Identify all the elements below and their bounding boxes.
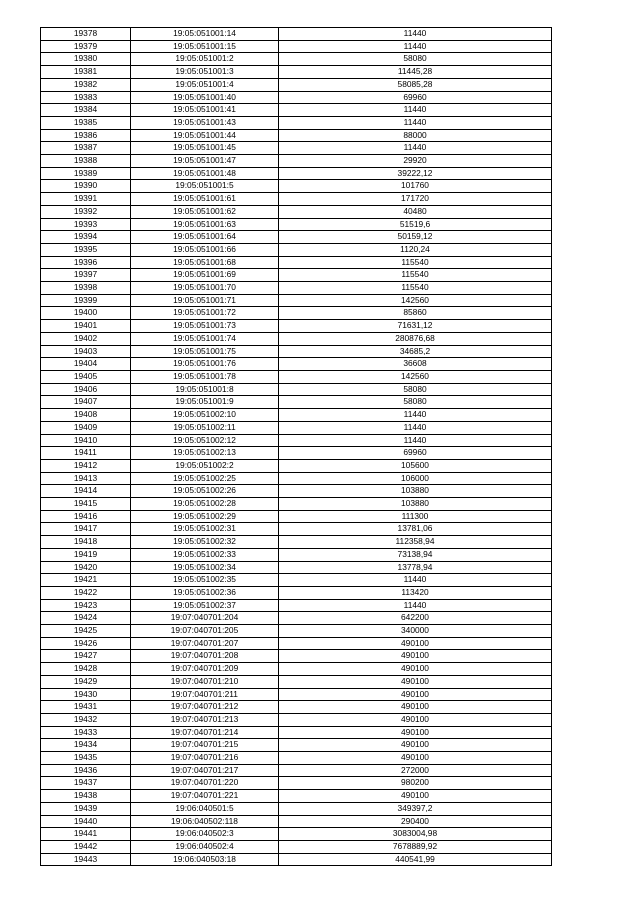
cadastral-number-cell: 19:05:051001:4	[131, 78, 279, 91]
value-cell: 349397,2	[279, 802, 552, 815]
row-number-cell: 19387	[41, 142, 131, 155]
row-number-cell: 19418	[41, 536, 131, 549]
table-row	[41, 307, 552, 320]
value-cell: 115540	[279, 256, 552, 269]
row-number-cell: 19383	[41, 91, 131, 104]
cadastral-number-cell: 19:05:051001:71	[131, 294, 279, 307]
row-number-cell: 19428	[41, 663, 131, 676]
value-cell: 39222,12	[279, 167, 552, 180]
value-cell: 85860	[279, 307, 552, 320]
value-cell: 11440	[279, 40, 552, 53]
table-row	[41, 116, 552, 129]
row-number-cell: 19413	[41, 472, 131, 485]
cadastral-number-cell: 19:07:040701:215	[131, 739, 279, 752]
cadastral-number-cell: 19:07:040701:211	[131, 688, 279, 701]
value-cell: 71631,12	[279, 320, 552, 333]
cadastral-number-cell: 19:05:051002:35	[131, 574, 279, 587]
table-row	[41, 828, 552, 841]
cadastral-number-cell: 19:05:051001:74	[131, 332, 279, 345]
value-cell: 340000	[279, 625, 552, 638]
table-row	[41, 498, 552, 511]
table-row	[41, 739, 552, 752]
value-cell: 142560	[279, 370, 552, 383]
table-row	[41, 320, 552, 333]
table-row	[41, 383, 552, 396]
table-row	[41, 167, 552, 180]
value-cell: 7678889,92	[279, 841, 552, 854]
cadastral-number-cell: 19:05:051002:36	[131, 586, 279, 599]
row-number-cell: 19416	[41, 510, 131, 523]
table-row	[41, 536, 552, 549]
value-cell: 642200	[279, 612, 552, 625]
value-cell: 73138,94	[279, 548, 552, 561]
cadastral-number-cell: 19:06:040502:3	[131, 828, 279, 841]
value-cell: 11440	[279, 104, 552, 117]
row-number-cell: 19419	[41, 548, 131, 561]
cadastral-number-cell: 19:05:051001:69	[131, 269, 279, 282]
table-row	[41, 523, 552, 536]
table-row	[41, 78, 552, 91]
cadastral-number-cell: 19:05:051001:70	[131, 282, 279, 295]
row-number-cell: 19417	[41, 523, 131, 536]
row-number-cell: 19427	[41, 650, 131, 663]
value-cell: 40480	[279, 205, 552, 218]
row-number-cell: 19437	[41, 777, 131, 790]
row-number-cell: 19439	[41, 802, 131, 815]
value-cell: 106000	[279, 472, 552, 485]
cadastral-number-cell: 19:05:051002:13	[131, 447, 279, 460]
table-row	[41, 790, 552, 803]
row-number-cell: 19382	[41, 78, 131, 91]
value-cell: 490100	[279, 726, 552, 739]
cadastral-number-cell: 19:07:040701:210	[131, 675, 279, 688]
table-row	[41, 218, 552, 231]
cadastral-number-cell: 19:07:040701:204	[131, 612, 279, 625]
row-number-cell: 19394	[41, 231, 131, 244]
value-cell: 490100	[279, 752, 552, 765]
value-cell: 88000	[279, 129, 552, 142]
cadastral-number-cell: 19:05:051002:11	[131, 421, 279, 434]
value-cell: 11440	[279, 599, 552, 612]
cadastral-number-cell: 19:05:051002:33	[131, 548, 279, 561]
table-row	[41, 650, 552, 663]
cadastral-number-cell: 19:07:040701:205	[131, 625, 279, 638]
cadastral-number-cell: 19:07:040701:214	[131, 726, 279, 739]
cadastral-number-cell: 19:07:040701:217	[131, 764, 279, 777]
row-number-cell: 19430	[41, 688, 131, 701]
row-number-cell: 19429	[41, 675, 131, 688]
row-number-cell: 19441	[41, 828, 131, 841]
table-row	[41, 726, 552, 739]
row-number-cell: 19409	[41, 421, 131, 434]
row-number-cell: 19424	[41, 612, 131, 625]
table-row	[41, 802, 552, 815]
table-row	[41, 421, 552, 434]
table-row	[41, 193, 552, 206]
cadastral-number-cell: 19:07:040701:216	[131, 752, 279, 765]
value-cell: 490100	[279, 701, 552, 714]
table-row	[41, 599, 552, 612]
cadastral-number-cell: 19:05:051001:14	[131, 28, 279, 41]
value-cell: 34685,2	[279, 345, 552, 358]
value-cell: 69960	[279, 91, 552, 104]
table-row	[41, 853, 552, 866]
cadastral-number-cell: 19:07:040701:207	[131, 637, 279, 650]
cadastral-number-cell: 19:07:040701:213	[131, 713, 279, 726]
value-cell: 980200	[279, 777, 552, 790]
row-number-cell: 19398	[41, 282, 131, 295]
value-cell: 280876,68	[279, 332, 552, 345]
row-number-cell: 19391	[41, 193, 131, 206]
cadastral-number-cell: 19:05:051001:48	[131, 167, 279, 180]
value-cell: 11440	[279, 116, 552, 129]
cadastral-number-cell: 19:05:051001:9	[131, 396, 279, 409]
row-number-cell: 19381	[41, 66, 131, 79]
value-cell: 103880	[279, 485, 552, 498]
table-row	[41, 841, 552, 854]
table-row	[41, 510, 552, 523]
value-cell: 112358,94	[279, 536, 552, 549]
table-row	[41, 764, 552, 777]
value-cell: 115540	[279, 282, 552, 295]
table-row	[41, 777, 552, 790]
value-cell: 58080	[279, 53, 552, 66]
row-number-cell: 19432	[41, 713, 131, 726]
value-cell: 11445,28	[279, 66, 552, 79]
table-row	[41, 180, 552, 193]
row-number-cell: 19386	[41, 129, 131, 142]
table-row	[41, 142, 552, 155]
cadastral-number-cell: 19:05:051001:63	[131, 218, 279, 231]
cadastral-number-cell: 19:05:051002:26	[131, 485, 279, 498]
value-cell: 142560	[279, 294, 552, 307]
value-cell: 29920	[279, 155, 552, 168]
table-row	[41, 612, 552, 625]
value-cell: 490100	[279, 675, 552, 688]
cadastral-number-cell: 19:05:051001:45	[131, 142, 279, 155]
value-cell: 101760	[279, 180, 552, 193]
row-number-cell: 19433	[41, 726, 131, 739]
table-row	[41, 459, 552, 472]
value-cell: 13781,06	[279, 523, 552, 536]
table-row	[41, 409, 552, 422]
row-number-cell: 19406	[41, 383, 131, 396]
cadastral-number-cell: 19:07:040701:220	[131, 777, 279, 790]
row-number-cell: 19393	[41, 218, 131, 231]
row-number-cell: 19414	[41, 485, 131, 498]
row-number-cell: 19438	[41, 790, 131, 803]
row-number-cell: 19401	[41, 320, 131, 333]
table-row	[41, 701, 552, 714]
table-row	[41, 434, 552, 447]
cadastral-number-cell: 19:05:051002:32	[131, 536, 279, 549]
value-cell: 490100	[279, 739, 552, 752]
row-number-cell: 19407	[41, 396, 131, 409]
row-number-cell: 19434	[41, 739, 131, 752]
cadastral-number-cell: 19:05:051002:28	[131, 498, 279, 511]
value-cell: 50159,12	[279, 231, 552, 244]
cadastral-number-cell: 19:05:051001:62	[131, 205, 279, 218]
value-cell: 103880	[279, 498, 552, 511]
value-cell: 11440	[279, 142, 552, 155]
row-number-cell: 19395	[41, 243, 131, 256]
data-table	[40, 27, 552, 866]
cadastral-number-cell: 19:06:040503:18	[131, 853, 279, 866]
cadastral-number-cell: 19:07:040701:221	[131, 790, 279, 803]
cadastral-number-cell: 19:05:051001:43	[131, 116, 279, 129]
cadastral-number-cell: 19:05:051001:75	[131, 345, 279, 358]
row-number-cell: 19402	[41, 332, 131, 345]
row-number-cell: 19399	[41, 294, 131, 307]
row-number-cell: 19396	[41, 256, 131, 269]
table-row	[41, 243, 552, 256]
table-row	[41, 269, 552, 282]
document-page	[40, 27, 551, 866]
table-row	[41, 472, 552, 485]
value-cell: 58085,28	[279, 78, 552, 91]
value-cell: 115540	[279, 269, 552, 282]
table-row	[41, 345, 552, 358]
value-cell: 490100	[279, 688, 552, 701]
table-row	[41, 40, 552, 53]
value-cell: 490100	[279, 637, 552, 650]
cadastral-number-cell: 19:05:051001:72	[131, 307, 279, 320]
row-number-cell: 19411	[41, 447, 131, 460]
cadastral-number-cell: 19:05:051001:2	[131, 53, 279, 66]
row-number-cell: 19443	[41, 853, 131, 866]
cadastral-number-cell: 19:05:051001:64	[131, 231, 279, 244]
row-number-cell: 19385	[41, 116, 131, 129]
table-row	[41, 688, 552, 701]
table-row	[41, 586, 552, 599]
cadastral-number-cell: 19:05:051001:68	[131, 256, 279, 269]
cadastral-number-cell: 19:05:051001:78	[131, 370, 279, 383]
table-row	[41, 370, 552, 383]
table-row	[41, 28, 552, 41]
table-row	[41, 713, 552, 726]
cadastral-number-cell: 19:05:051002:31	[131, 523, 279, 536]
table-body	[41, 28, 552, 866]
table-row	[41, 561, 552, 574]
row-number-cell: 19410	[41, 434, 131, 447]
table-row	[41, 675, 552, 688]
cadastral-number-cell: 19:05:051001:40	[131, 91, 279, 104]
row-number-cell: 19408	[41, 409, 131, 422]
row-number-cell: 19426	[41, 637, 131, 650]
cadastral-number-cell: 19:05:051002:25	[131, 472, 279, 485]
row-number-cell: 19403	[41, 345, 131, 358]
cadastral-number-cell: 19:05:051001:8	[131, 383, 279, 396]
table-row	[41, 548, 552, 561]
cadastral-number-cell: 19:05:051001:3	[131, 66, 279, 79]
value-cell: 11440	[279, 409, 552, 422]
row-number-cell: 19388	[41, 155, 131, 168]
cadastral-number-cell: 19:05:051001:61	[131, 193, 279, 206]
row-number-cell: 19384	[41, 104, 131, 117]
value-cell: 11440	[279, 574, 552, 587]
table-row	[41, 332, 552, 345]
value-cell: 51519,6	[279, 218, 552, 231]
table-row	[41, 282, 552, 295]
cadastral-number-cell: 19:05:051001:73	[131, 320, 279, 333]
table-row	[41, 358, 552, 371]
table-row	[41, 205, 552, 218]
value-cell: 272000	[279, 764, 552, 777]
value-cell: 1120,24	[279, 243, 552, 256]
value-cell: 36608	[279, 358, 552, 371]
value-cell: 113420	[279, 586, 552, 599]
table-row	[41, 104, 552, 117]
table-row	[41, 129, 552, 142]
cadastral-number-cell: 19:05:051001:41	[131, 104, 279, 117]
cadastral-number-cell: 19:05:051002:34	[131, 561, 279, 574]
row-number-cell: 19440	[41, 815, 131, 828]
value-cell: 490100	[279, 650, 552, 663]
row-number-cell: 19378	[41, 28, 131, 41]
row-number-cell: 19392	[41, 205, 131, 218]
cadastral-number-cell: 19:07:040701:209	[131, 663, 279, 676]
table-row	[41, 625, 552, 638]
table-row	[41, 231, 552, 244]
cadastral-number-cell: 19:05:051001:5	[131, 180, 279, 193]
table-row	[41, 155, 552, 168]
value-cell: 58080	[279, 383, 552, 396]
value-cell: 13778,94	[279, 561, 552, 574]
value-cell: 69960	[279, 447, 552, 460]
row-number-cell: 19405	[41, 370, 131, 383]
row-number-cell: 19397	[41, 269, 131, 282]
row-number-cell: 19420	[41, 561, 131, 574]
table-row	[41, 447, 552, 460]
value-cell: 490100	[279, 790, 552, 803]
row-number-cell: 19379	[41, 40, 131, 53]
table-row	[41, 637, 552, 650]
table-row	[41, 91, 552, 104]
cadastral-number-cell: 19:05:051001:15	[131, 40, 279, 53]
row-number-cell: 19435	[41, 752, 131, 765]
table-row	[41, 66, 552, 79]
cadastral-number-cell: 19:06:040501:5	[131, 802, 279, 815]
cadastral-number-cell: 19:06:040502:4	[131, 841, 279, 854]
row-number-cell: 19380	[41, 53, 131, 66]
row-number-cell: 19421	[41, 574, 131, 587]
cadastral-number-cell: 19:05:051001:47	[131, 155, 279, 168]
value-cell: 290400	[279, 815, 552, 828]
cadastral-number-cell: 19:05:051002:10	[131, 409, 279, 422]
row-number-cell: 19423	[41, 599, 131, 612]
row-number-cell: 19422	[41, 586, 131, 599]
value-cell: 11440	[279, 28, 552, 41]
row-number-cell: 19400	[41, 307, 131, 320]
table-row	[41, 663, 552, 676]
value-cell: 105600	[279, 459, 552, 472]
table-row	[41, 396, 552, 409]
row-number-cell: 19404	[41, 358, 131, 371]
value-cell: 3083004,98	[279, 828, 552, 841]
table-row	[41, 256, 552, 269]
cadastral-number-cell: 19:05:051001:66	[131, 243, 279, 256]
cadastral-number-cell: 19:07:040701:212	[131, 701, 279, 714]
table-row	[41, 53, 552, 66]
cadastral-number-cell: 19:05:051002:12	[131, 434, 279, 447]
table-row	[41, 574, 552, 587]
value-cell: 111300	[279, 510, 552, 523]
row-number-cell: 19412	[41, 459, 131, 472]
table-row	[41, 815, 552, 828]
value-cell: 58080	[279, 396, 552, 409]
row-number-cell: 19425	[41, 625, 131, 638]
cadastral-number-cell: 19:05:051001:44	[131, 129, 279, 142]
row-number-cell: 19436	[41, 764, 131, 777]
value-cell: 11440	[279, 434, 552, 447]
row-number-cell: 19415	[41, 498, 131, 511]
row-number-cell: 19442	[41, 841, 131, 854]
cadastral-number-cell: 19:05:051002:37	[131, 599, 279, 612]
value-cell: 171720	[279, 193, 552, 206]
table-row	[41, 294, 552, 307]
value-cell: 490100	[279, 713, 552, 726]
row-number-cell: 19389	[41, 167, 131, 180]
table-row	[41, 485, 552, 498]
cadastral-number-cell: 19:05:051002:2	[131, 459, 279, 472]
value-cell: 11440	[279, 421, 552, 434]
row-number-cell: 19431	[41, 701, 131, 714]
value-cell: 490100	[279, 663, 552, 676]
table-row	[41, 752, 552, 765]
cadastral-number-cell: 19:05:051001:76	[131, 358, 279, 371]
value-cell: 440541,99	[279, 853, 552, 866]
row-number-cell: 19390	[41, 180, 131, 193]
cadastral-number-cell: 19:06:040502:118	[131, 815, 279, 828]
cadastral-number-cell: 19:05:051002:29	[131, 510, 279, 523]
cadastral-number-cell: 19:07:040701:208	[131, 650, 279, 663]
